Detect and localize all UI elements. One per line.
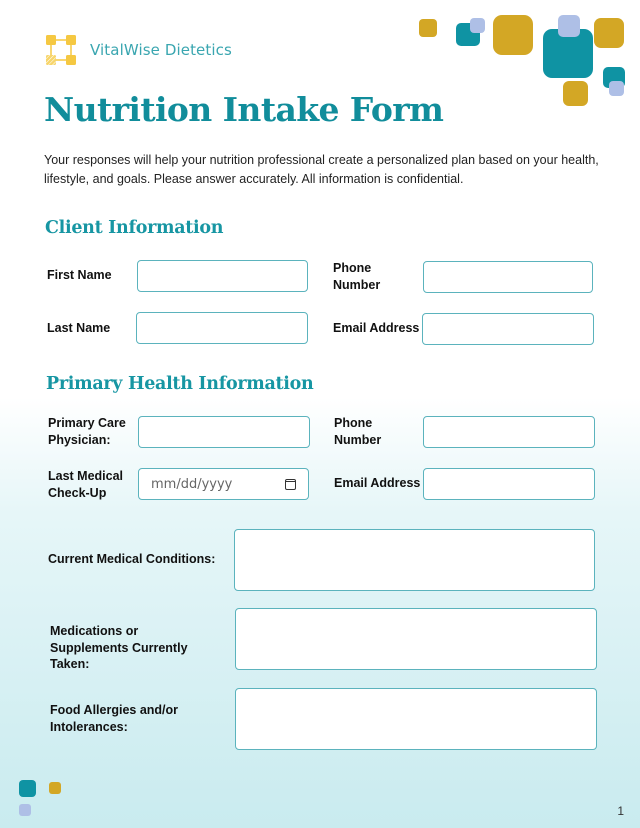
decor-square — [470, 18, 485, 33]
page-title: Nutrition Intake Form — [44, 90, 444, 129]
decor-square — [19, 780, 36, 797]
physician-label: Primary Care Physician: — [48, 416, 126, 447]
medical-conditions-textarea[interactable] — [234, 529, 595, 591]
phone-number-input[interactable] — [423, 261, 593, 293]
food-allergies-textarea[interactable] — [235, 688, 597, 750]
email-address-input[interactable] — [422, 313, 594, 345]
last-name-input[interactable] — [136, 312, 308, 344]
decor-square — [558, 15, 580, 37]
section-heading-client-info: Client Information — [45, 218, 224, 238]
date-placeholder: mm/dd/yyyy — [151, 476, 233, 492]
email-address-label: Email Address — [333, 321, 420, 335]
page-number: 1 — [617, 804, 624, 818]
food-allergies-label: Food Allergies and/or Intolerances: — [50, 703, 179, 734]
decor-square — [563, 81, 588, 106]
last-name-label: Last Name — [47, 321, 111, 335]
decor-square — [49, 782, 61, 794]
decor-square — [419, 19, 437, 37]
decor-square — [19, 804, 31, 816]
brand-name: VitalWise Dietetics — [90, 41, 232, 59]
intro-text: Your responses will help your nutrition professional create a personalized plan based on your health, lifestyle, and goals. Please answer accurately. All information is confidential. — [44, 153, 599, 186]
health-email-input[interactable] — [423, 468, 595, 500]
connected-squares-logo-icon — [45, 34, 77, 66]
decor-square — [594, 18, 624, 48]
health-phone-input[interactable] — [423, 416, 595, 448]
last-checkup-date-input[interactable] — [138, 468, 309, 500]
first-name-input[interactable] — [137, 260, 308, 292]
physician-input[interactable] — [138, 416, 310, 448]
calendar-icon[interactable] — [285, 479, 296, 490]
medications-textarea[interactable] — [235, 608, 597, 670]
first-name-label: First Name — [47, 268, 112, 282]
health-phone-label: Phone Number — [334, 416, 382, 447]
phone-number-label: Phone Number — [333, 261, 381, 292]
decor-square — [493, 15, 533, 55]
medical-conditions-label: Current Medical Conditions: — [48, 552, 216, 566]
section-heading-health-info: Primary Health Information — [46, 374, 314, 394]
last-checkup-label: Last Medical Check-Up — [48, 469, 124, 500]
health-email-label: Email Address — [334, 476, 421, 490]
decor-square — [609, 81, 624, 96]
medications-label: Medications or Supplements Currently Taken: — [50, 624, 188, 671]
